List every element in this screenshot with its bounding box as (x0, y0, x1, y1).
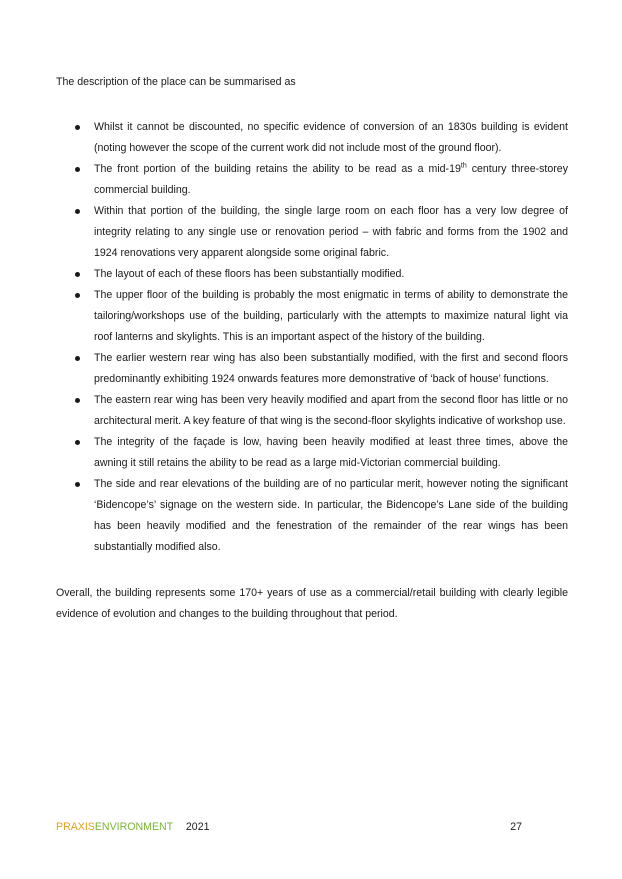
bullet-item (56, 117, 568, 159)
bullet-icon (75, 125, 80, 130)
brand-praxis: PRAXIS (56, 821, 95, 833)
bullet-text: The layout of each of these floors has been substantially modified. (94, 268, 405, 280)
bullet-icon (75, 482, 80, 487)
bullet-item (56, 159, 568, 201)
bullet-text: The earlier western rear wing has also been substantially modified, with the first and second floors predominantly exhibiting 1924 onwards features more demonstrative of ‘back of house’ functions. (94, 352, 568, 385)
bullet-icon (75, 272, 80, 277)
bullet-icon (75, 209, 80, 214)
bullet-text: Whilst it cannot be discounted, no specific evidence of conversion of an 1830s building is evident (noting however the scope of the current work did not include most of the ground floor). (94, 121, 568, 154)
bullet-text: The integrity of the façade is low, having been heavily modified at least three times, above the awning it still retains the ability to be read as a large mid-Victorian commercial building. (94, 436, 568, 469)
bullet-text: The side and rear elevations of the building are of no particular merit, however noting the significant ‘Bidencope’s’ signage on the western side. In particular, the Bidencope’s Lane side of the building has been heavily modified and the fenestration of the remainder of the rear wings has been substantially modified also. (94, 478, 568, 553)
bullet-text-before: The front portion of the building retains the ability to be read as a mid-19 (94, 163, 461, 175)
bullet-text-after: century three-storey commercial building. (94, 163, 568, 196)
bullet-icon (75, 398, 80, 403)
brand-environment: ENVIRONMENT (94, 821, 173, 833)
bullet-text: The upper floor of the building is probably the most enigmatic in terms of ability to demonstrate the tailoring/workshops use of the building, particularly with the attempts to maximize natural light via roof lanterns and skylights. This is an important aspect of the history of the building. (94, 289, 568, 343)
bullet-item (56, 285, 568, 348)
conclusion-text: Overall, the building represents some 170+ years of use as a commercial/retail building with clearly legible evidence of evolution and changes to the building throughout that period. (56, 587, 568, 620)
bullet-item (56, 201, 568, 264)
bullet-text: The eastern rear wing has been very heavily modified and apart from the second floor has little or no architectural merit. A key feature of that wing is the second-floor skylights indicative of workshop use. (94, 394, 568, 427)
page-footer (56, 821, 522, 837)
bullet-item (56, 474, 568, 558)
bullet-item (56, 390, 568, 432)
bullet-text: Within that portion of the building, the single large room on each floor has a very low degree of integrity relating to any single use or renovation period – with fabric and forms from the 1902 and 1924 renovations very apparent alongside some original fabric. (94, 205, 568, 259)
summary-bullet-list (56, 117, 568, 558)
page-number: 27 (510, 821, 522, 833)
bullet-icon (75, 167, 80, 172)
intro-text: The description of the place can be summarised as (56, 76, 296, 88)
bullet-item (56, 348, 568, 390)
bullet-icon (75, 440, 80, 445)
ordinal-superscript: th (460, 162, 467, 170)
bullet-item (56, 264, 568, 285)
footer-brand (56, 821, 173, 833)
bullet-item (56, 432, 568, 474)
bullet-icon (75, 356, 80, 361)
footer-year: 2021 (185, 821, 210, 833)
bullet-icon (75, 293, 80, 298)
